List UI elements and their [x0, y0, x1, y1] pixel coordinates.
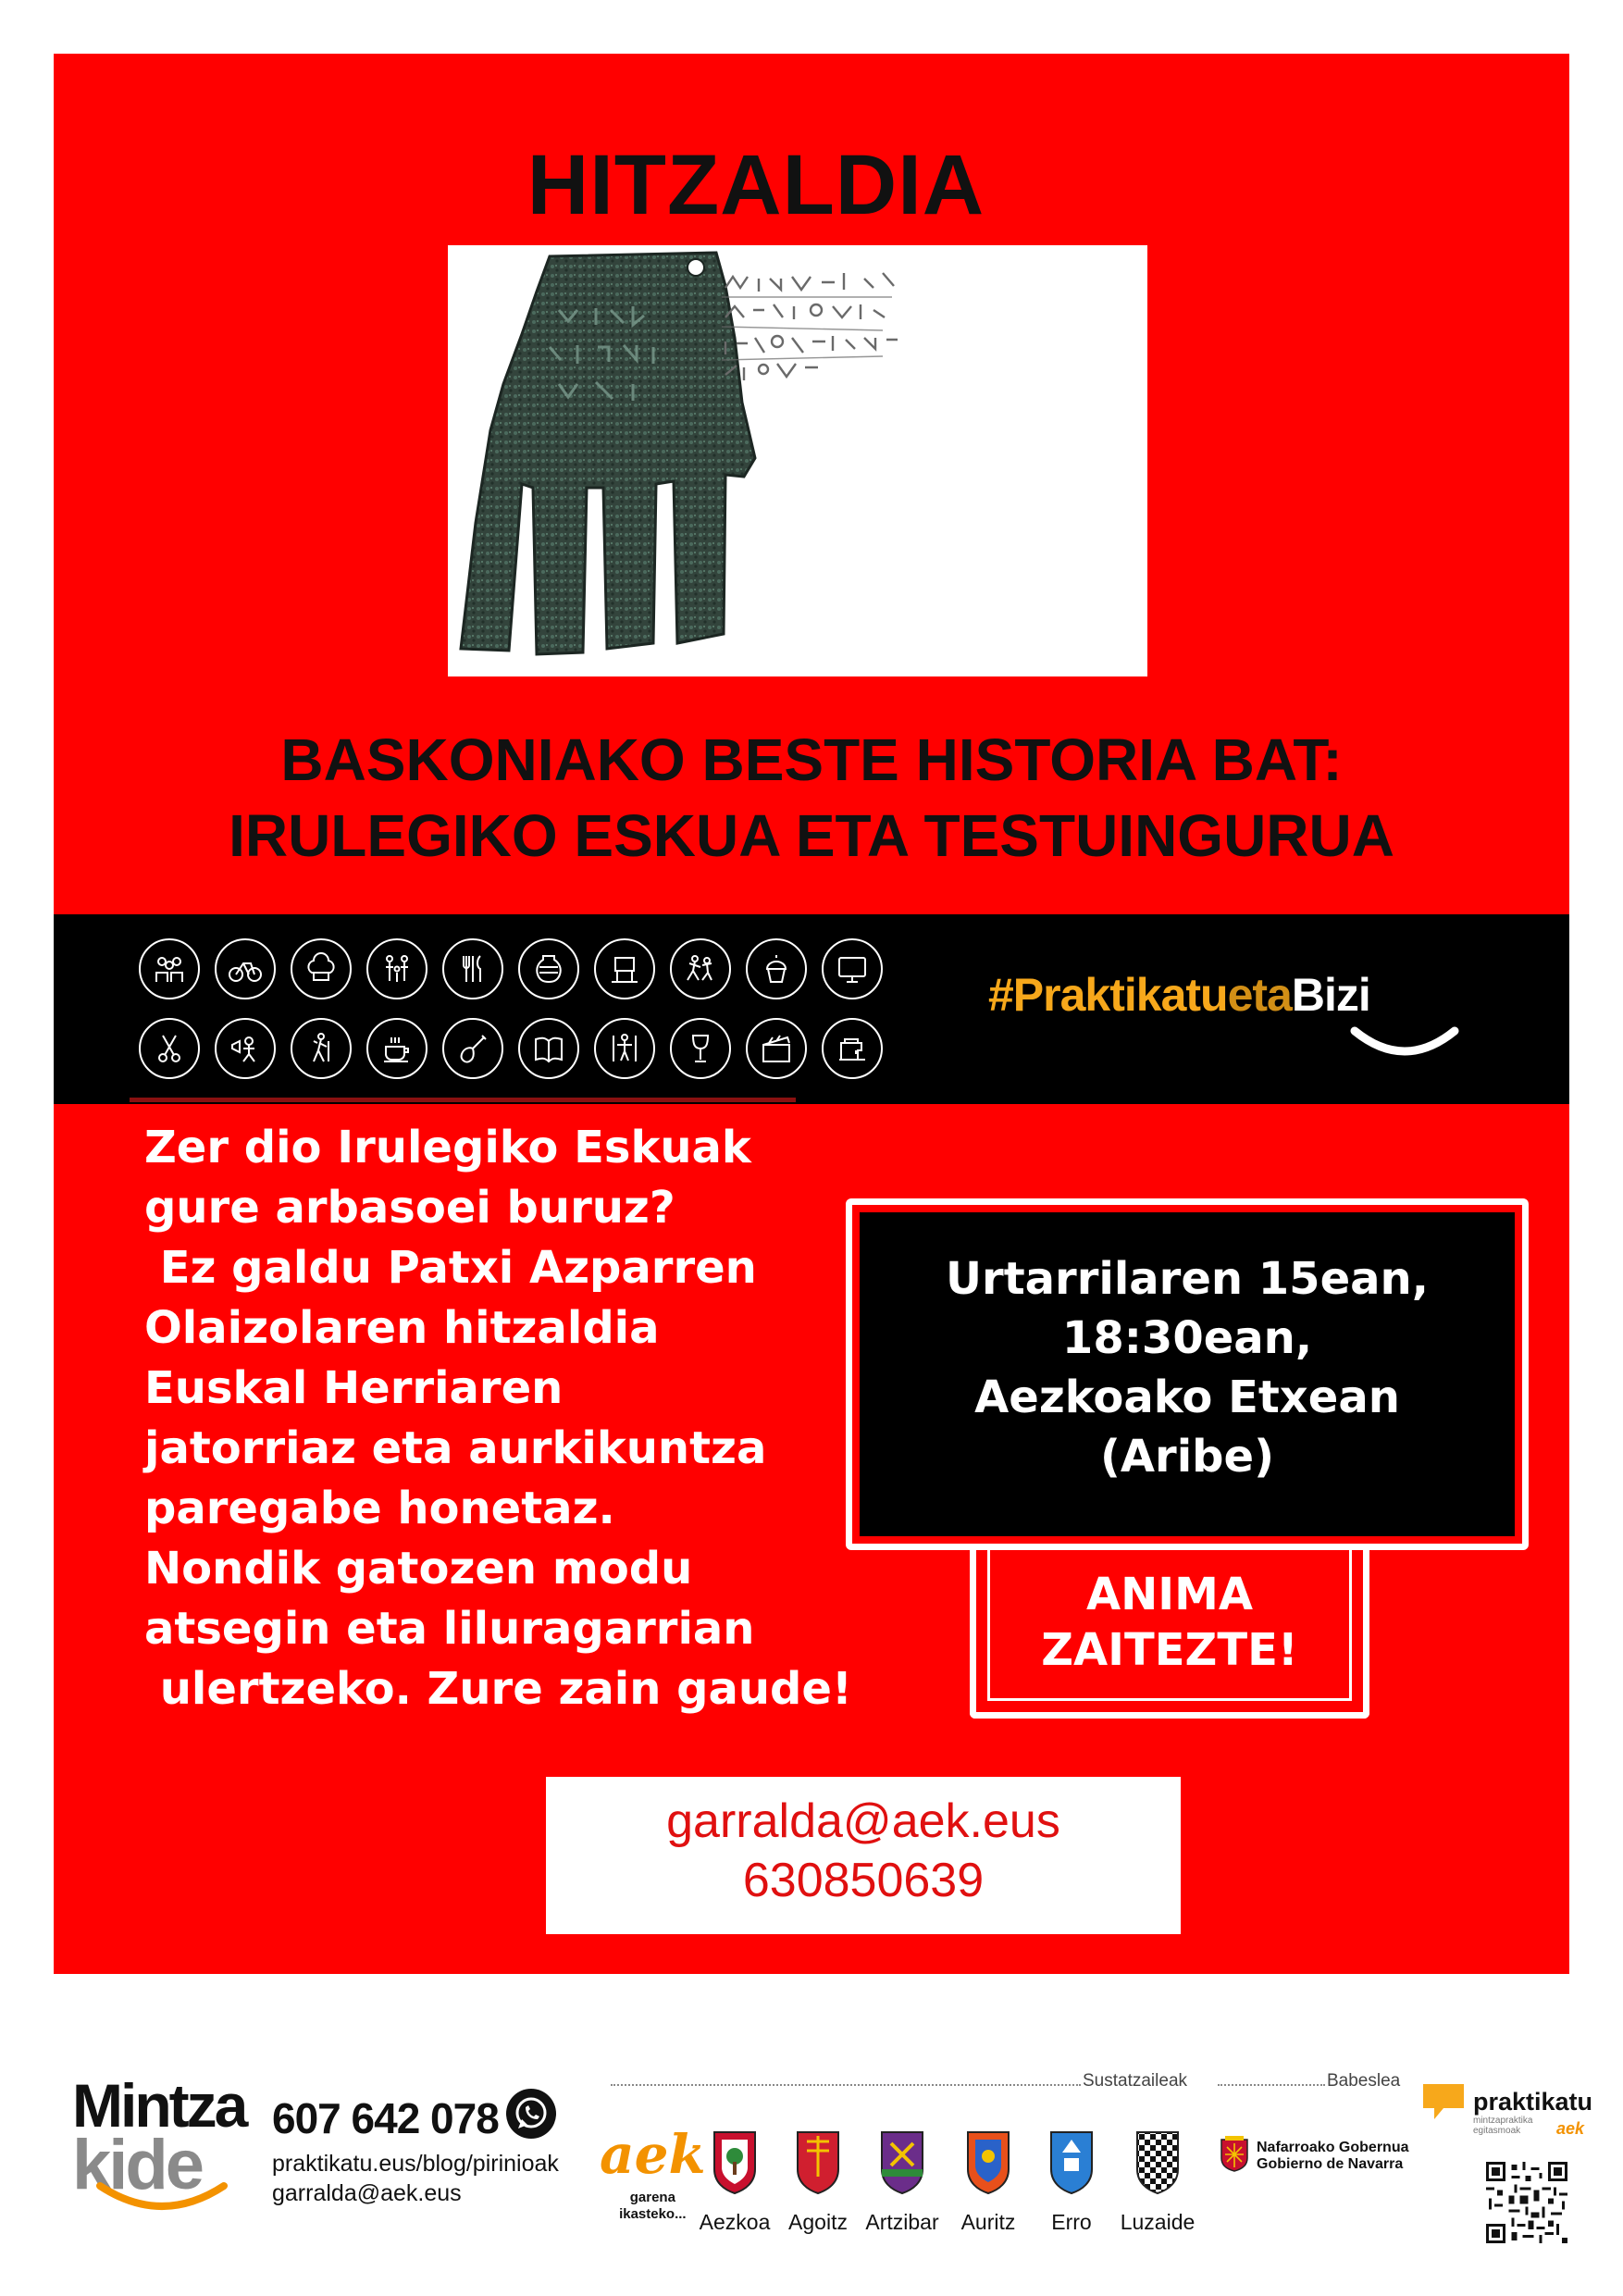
hashtag-part-2: eta [1227, 969, 1292, 1021]
guitar-icon [442, 1018, 503, 1079]
hashtag-part-1: #Praktikatu [988, 969, 1228, 1021]
promoters-divider [611, 2084, 1081, 2086]
description-line: ulertzeko. Zure zain gaude! [144, 1663, 852, 1715]
description-line: jatorriaz eta aurkikuntza [144, 1422, 767, 1474]
irulegi-hand-illustration [448, 245, 1147, 676]
praktikatu-aek: aek [1556, 2119, 1585, 2138]
sponsor-erro [1035, 2128, 1109, 2235]
auritz-coat-of-arms-icon [964, 2128, 1012, 2195]
praktikatu-logo [1419, 2079, 1593, 2153]
navarra-line: Nafarroako Gobernua [1257, 2140, 1409, 2155]
poster-title: HITZALDIA [527, 138, 985, 232]
family-icon [366, 938, 427, 999]
clapperboard-icon [746, 1018, 807, 1079]
bicycle-icon [215, 938, 276, 999]
aek-logo-word: aek [600, 2123, 706, 2186]
poster-subtitle [54, 722, 1569, 874]
qr-code[interactable] [1486, 2162, 1567, 2243]
town-name: Artzibar [865, 2210, 939, 2234]
sponsor-auritz [951, 2128, 1025, 2235]
subtitle-line-1: BASKONIAKO BESTE HISTORIA BAT: [280, 726, 1343, 793]
aezkoa-coat-of-arms-icon [711, 2128, 759, 2195]
scissors-icon [139, 1018, 200, 1079]
speaker-icon [215, 1018, 276, 1079]
description-line: gure arbasoei buruz? [144, 1182, 675, 1234]
footer-url-link[interactable]: praktikatu.eus/blog/pirinioak [272, 2151, 559, 2177]
footer-email-link[interactable]: garralda@aek.eus [272, 2180, 462, 2206]
sponsor-aezkoa [698, 2128, 772, 2235]
anima-zaitezte-inner [987, 1550, 1352, 1701]
contact-phone[interactable]: 630850639 [742, 1854, 985, 1907]
footer-contact [272, 2149, 559, 2208]
agoitz-coat-of-arms-icon [794, 2128, 842, 2195]
cutlery-icon [442, 938, 503, 999]
time-line: 18:30ean, [1061, 1312, 1313, 1364]
anima-line-1: ANIMA [1085, 1569, 1254, 1620]
praktikatu-word: praktikatu [1473, 2088, 1593, 2116]
band-divider [130, 1098, 796, 1102]
aek-caption-line: ikasteko... [619, 2206, 687, 2222]
cupcake-icon [746, 938, 807, 999]
contact-email-link[interactable]: garralda@aek.eus [666, 1794, 1060, 1848]
town-name: Luzaide [1120, 2210, 1196, 2234]
navarra-line: Gobierno de Navarra [1257, 2156, 1404, 2172]
theater-icon [594, 1018, 655, 1079]
group-icon [139, 938, 200, 999]
activity-band [54, 914, 1569, 1104]
activity-icon-grid [139, 938, 883, 1079]
town-name: Auritz [960, 2210, 1016, 2234]
event-description [144, 1118, 903, 1719]
praktikatu-tagline-line: mintzapraktika [1473, 2116, 1533, 2126]
description-line: Euskal Herriaren [144, 1362, 564, 1414]
anima-line-2: ZAITEZTE! [1041, 1624, 1298, 1676]
speech-bubble-icon [1419, 2079, 1468, 2125]
whatsapp-icon[interactable] [505, 2088, 557, 2140]
description-line: Ez galdu Patxi Azparren [144, 1242, 757, 1294]
hashtag-part-3: Bizi [1291, 969, 1370, 1021]
navarra-coat-of-arms-icon [1220, 2134, 1249, 2173]
description-line: paregabe honetaz. [144, 1483, 615, 1534]
sponsor-divider [1218, 2084, 1325, 2086]
luzaide-coat-of-arms-icon [1134, 2128, 1182, 2195]
artzibar-coat-of-arms-icon [878, 2128, 926, 2195]
description-line: atsegin eta liluragarrian [144, 1603, 755, 1655]
town-name: Aezkoa [699, 2210, 771, 2234]
sponsor-agoitz [781, 2128, 855, 2235]
wine-icon [670, 1018, 731, 1079]
aek-caption [600, 2190, 706, 2223]
aek-caption-line: garena [629, 2190, 675, 2205]
mintzakide-line-2: kide [72, 2126, 203, 2204]
date-line: Urtarrilaren 15ean, [946, 1253, 1429, 1305]
sponsor-label: Babeslea [1327, 2071, 1401, 2091]
anima-zaitezte-box [970, 1550, 1369, 1719]
praktikatu-tagline [1473, 2116, 1532, 2136]
mintzakide-line-1: Mintza [72, 2071, 246, 2140]
pottery-icon [518, 938, 579, 999]
sponsor-luzaide [1116, 2128, 1199, 2235]
navarra-text [1257, 2140, 1408, 2173]
tv-icon [822, 938, 883, 999]
smile-icon [1349, 1024, 1460, 1064]
description-line: Nondik gatozen modu [144, 1543, 693, 1595]
town-name: Erro [1051, 2210, 1092, 2234]
subtitle-line-2: IRULEGIKO ESKUA ETA TESTUINGURUA [229, 802, 1394, 869]
navarra-government-logo [1220, 2134, 1409, 2178]
event-date-box [846, 1198, 1529, 1550]
event-date-inner [860, 1212, 1515, 1536]
description-line: Zer dio Irulegiko Eskuak [144, 1122, 751, 1173]
footer-phone[interactable]: 607 642 078 [272, 2094, 499, 2142]
chef-hat-icon [291, 938, 352, 999]
coffee-icon [366, 1018, 427, 1079]
book-icon [518, 1018, 579, 1079]
hiking-icon [291, 1018, 352, 1079]
sewing-machine-icon [822, 1018, 883, 1079]
promoters-label: Sustatzaileak [1083, 2071, 1188, 2091]
poster [54, 54, 1569, 1974]
museum-icon [594, 938, 655, 999]
description-line: Olaizolaren hitzaldia [144, 1302, 660, 1354]
location-line: (Aribe) [1099, 1431, 1275, 1483]
erro-coat-of-arms-icon [1047, 2128, 1096, 2195]
dance-icon [670, 938, 731, 999]
contact-box [546, 1777, 1181, 1934]
mintzakide-smile-icon [93, 2180, 231, 2217]
irulegi-hand-photo [448, 245, 1147, 676]
praktikatu-tagline-line: egitasmoak [1473, 2126, 1521, 2136]
venue-line: Aezkoako Etxean [974, 1371, 1400, 1423]
praktikatu-eta-bizi-hashtag [988, 968, 1370, 1022]
town-name: Agoitz [788, 2210, 848, 2234]
aek-logo [600, 2123, 706, 2223]
sponsor-artzibar [861, 2128, 944, 2235]
